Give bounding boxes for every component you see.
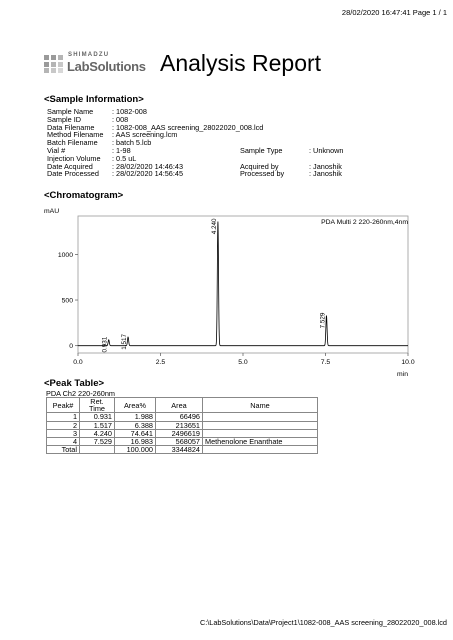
table-cell: 3344824 [156, 446, 203, 454]
sample-info-value: : Janoshik [309, 169, 342, 179]
chromatogram-heading: <Chromatogram> [44, 190, 124, 201]
peak-table [46, 397, 318, 454]
sample-info-value: : 1082-008 [112, 107, 147, 116]
peak-label: 0.931 [101, 336, 109, 353]
chromatogram-svg [30, 208, 420, 376]
peak-table-column-header: Ret. Time [80, 398, 115, 413]
logo-product-text: LabSolutions [67, 59, 146, 74]
sample-info-value: : 008 [112, 114, 129, 124]
labsolutions-logo-icon [44, 55, 64, 73]
chromatogram-trace [78, 221, 408, 345]
peak-table-column-header: Area% [115, 398, 156, 413]
table-row [47, 413, 318, 421]
table-cell: Methenolone Enanthate [203, 438, 318, 446]
sample-info-value: : 1082-008_AAS screening_28022020_008.lcd [112, 122, 264, 132]
chromatogram-chart [30, 208, 420, 376]
table-cell [203, 421, 318, 429]
x-tick-label: 0.0 [73, 359, 83, 366]
table-cell: 66496 [156, 413, 203, 421]
sample-info-value: : Unknown [309, 145, 344, 155]
logo-brand-text: SHIMADZU [68, 52, 110, 58]
table-cell [203, 446, 318, 454]
peak-label: 1.517 [121, 334, 129, 350]
table-cell: 1.988 [115, 413, 156, 421]
table-cell: 3 [47, 429, 80, 437]
table-cell: 4.240 [80, 429, 115, 437]
peak-table-column-header: Area [156, 398, 203, 413]
sample-info-label: Batch Filename [47, 138, 98, 148]
y-tick-label: 0 [69, 343, 73, 351]
footer-file-path: C:\LabSolutions\Data\Project1\1082-008_AAS screening_28022020_008.lcd [199, 618, 447, 627]
table-cell: 2 [47, 421, 80, 429]
peak-table-column-header: Peak# [47, 398, 80, 413]
sample-info-label: Acquired by [240, 161, 279, 171]
sample-info-label: Date Acquired [47, 161, 93, 171]
table-cell: 0.931 [80, 413, 115, 421]
sample-info-value: : 28/02/2020 14:46:43 [112, 161, 184, 171]
peak-table-heading: <Peak Table> [44, 378, 105, 389]
table-cell: 16.983 [115, 438, 156, 446]
table-cell: Total [47, 446, 80, 454]
report-datetime-page: 28/02/2020 16:47:41 Page 1 / 1 [341, 8, 447, 17]
sample-info-label: Sample ID [47, 114, 82, 124]
x-axis-label: min [397, 371, 408, 376]
table-cell: 568057 [156, 438, 203, 446]
sample-info-label: Sample Name [47, 107, 94, 116]
sample-info-label: Date Processed [47, 169, 99, 179]
sample-info-value: : Janoshik [309, 161, 342, 171]
plot-frame [78, 216, 408, 353]
table-cell: 74.641 [115, 429, 156, 437]
y-tick-label: 500 [61, 297, 73, 305]
x-tick-label: 2.5 [155, 359, 166, 366]
table-row [47, 446, 318, 454]
table-cell: 1.517 [80, 421, 115, 429]
table-cell: 2496619 [156, 429, 203, 437]
sample-info-label: Injection Volume [47, 153, 101, 163]
table-cell [203, 413, 318, 421]
sample-info-label: Data Filename [47, 122, 95, 132]
sample-info-value: : 28/02/2020 14:56:45 [112, 169, 184, 179]
peak-table-column-header: Name [203, 398, 318, 413]
sample-info-heading: <Sample Information> [44, 94, 144, 105]
sample-info-label: Vial # [47, 145, 66, 155]
sample-info-label: Sample Type [240, 145, 283, 155]
sample-info-value: : batch 5.lcb [112, 138, 152, 148]
table-cell: 6.388 [115, 421, 156, 429]
sample-info-value: : AAS screening.lcm [112, 130, 178, 140]
table-cell: 7.529 [80, 438, 115, 446]
table-cell: 213651 [156, 421, 203, 429]
peak-label: 4.240 [210, 218, 218, 235]
x-tick-label: 10.0 [401, 359, 415, 366]
labsolutions-logo [44, 52, 150, 74]
table-cell: 100.000 [115, 446, 156, 454]
legend-label: PDA Multi 2 220-260nm,4nm [321, 219, 408, 226]
peak-table-header [47, 398, 318, 413]
x-tick-label: 7.5 [320, 359, 331, 366]
y-tick-label: 1000 [57, 251, 73, 259]
y-axis-label: mAU [44, 208, 60, 215]
peak-table-subtitle: PDA Ch2 220-260nm [46, 389, 115, 398]
table-cell: 4 [47, 438, 80, 446]
sample-info-value: : 0.5 uL [112, 153, 137, 163]
report-title: Analysis Report [160, 50, 322, 76]
x-tick-label: 5.0 [238, 359, 248, 366]
sample-info-label: Processed by [240, 169, 285, 179]
peak-label: 7.529 [319, 312, 327, 329]
table-cell [80, 446, 115, 454]
table-cell: 1 [47, 413, 80, 421]
sample-info-label: Method Filename [47, 130, 104, 140]
sample-info-value: : 1-98 [112, 145, 131, 155]
